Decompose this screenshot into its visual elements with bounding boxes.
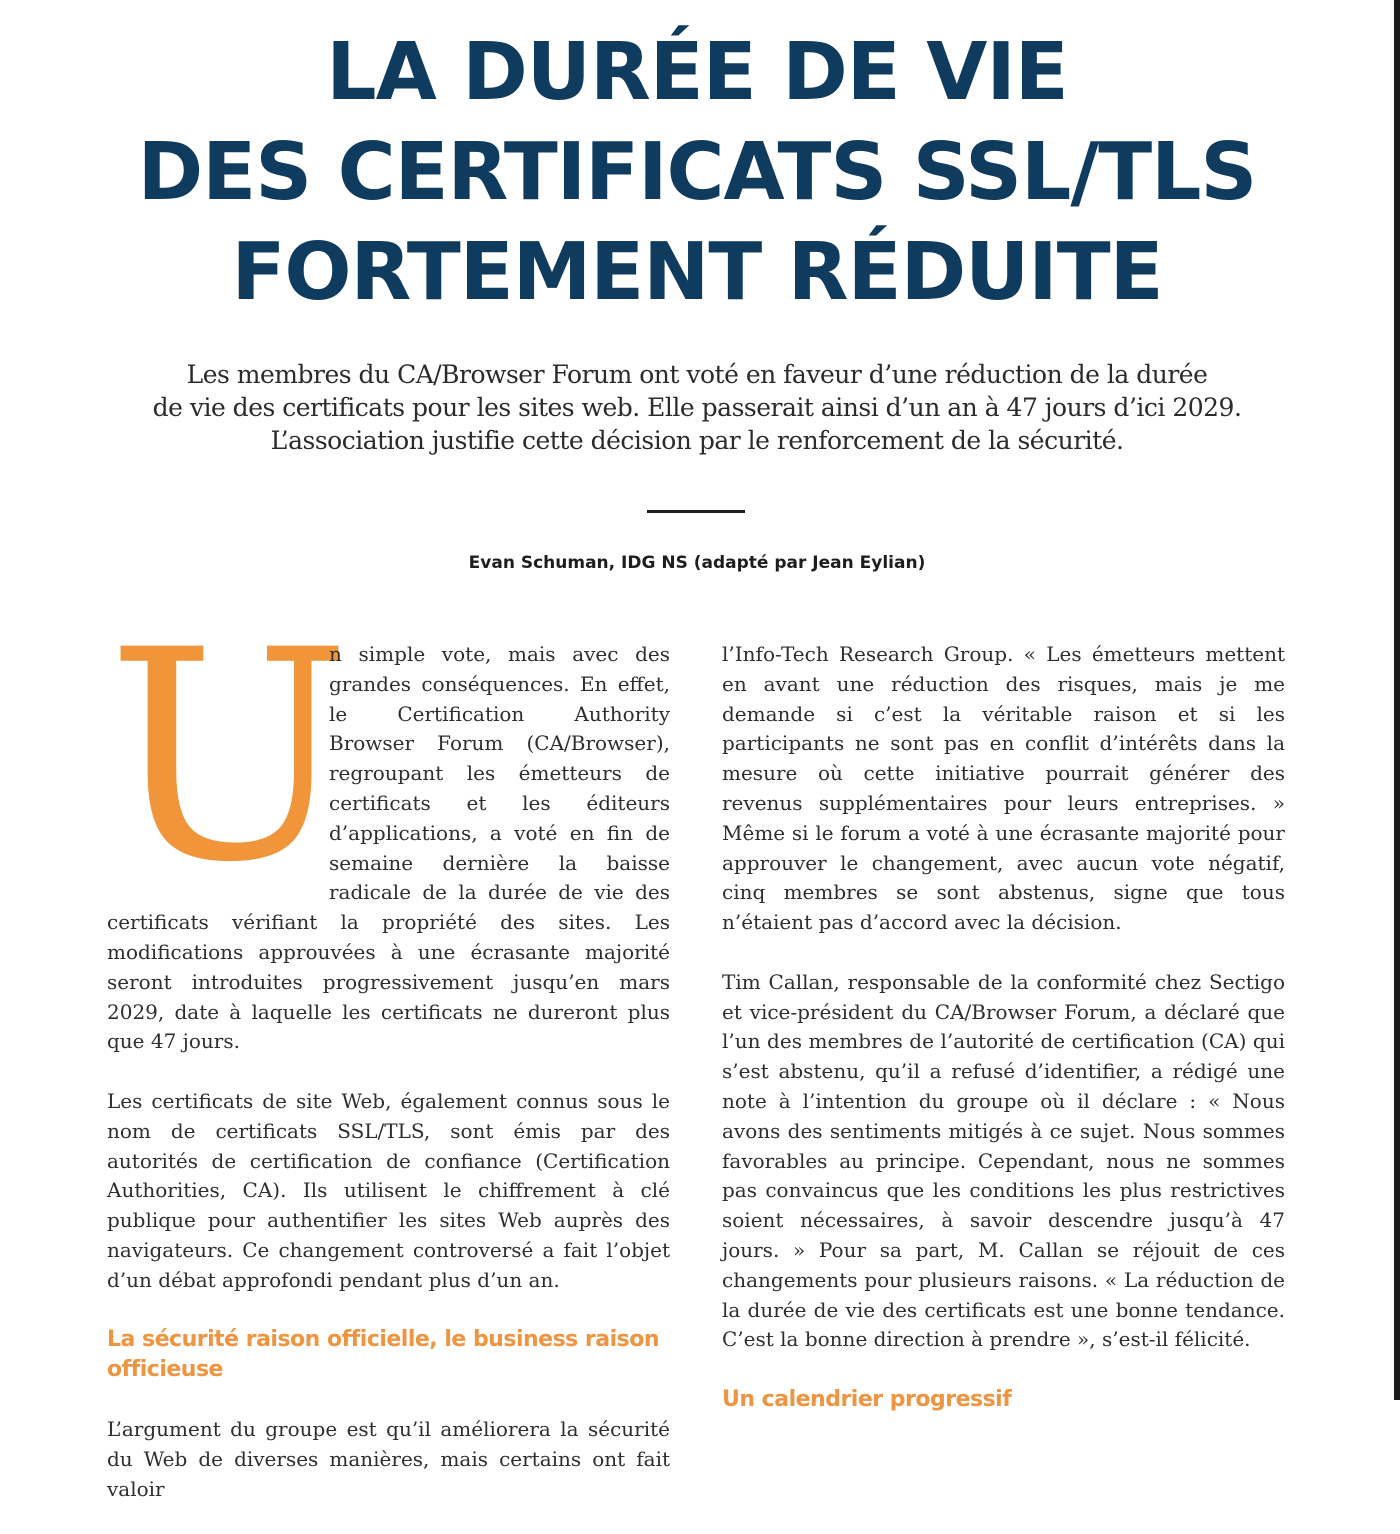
paragraph-certificates: Les certificats de site Web, également connus sous le nom de certificats SSL/TLS, sont émis par des autorités de certification de confiance (Certification Authorities, CA). Ils utilisent le chiffrement à clé publique pour authentifier les sites Web auprès des navigateurs. Ce changement controversé a fait l’objet d’un débat approfondi pendant plus d’un an. xyxy=(107,1088,670,1292)
byline: Evan Schuman, IDG NS (adapté par Jean Eylian) xyxy=(468,553,926,573)
paragraph-intro xyxy=(107,589,670,1057)
title-line-2: DES CERTIFICATS SSL/TLS xyxy=(137,126,1257,218)
left-column xyxy=(107,589,670,1534)
lede-line-2: de vie des certificats pour les sites web. Elle passerait ainsi d’un an à 47 jours d’ici 2029. xyxy=(152,393,1242,422)
subheading-security: La sécurité raison officielle, le business raison officieuse xyxy=(107,1327,660,1383)
title-line-1: LA DURÉE DE VIE xyxy=(326,26,1068,118)
article-lede xyxy=(0,358,1394,457)
title-line-3: FORTEMENT RÉDUITE xyxy=(231,226,1163,318)
paragraph-infotech: l’Info-Tech Research Group. « Les émetteurs mettent en avant une réduction des risques, mais je me demande si c’est la véritable raison et si les participants ne sont pas en conflit d’intérêts dans la mesure où cette initiative pourrait générer des revenus supplémentaires pour leurs entreprises. » Même si le forum a voté à une écrasante majorité pour approuver le changement, avec aucun vote négatif, cinq membres se sont abstenus, signe que tous n’étaient pas d’accord avec la décision. xyxy=(722,642,1285,935)
subheading-calendar: Un calendrier progressif xyxy=(722,1386,1012,1412)
lede-line-3: L’association justifie cette décision par le renforcement de la sécurité. xyxy=(270,426,1124,455)
drop-cap: U xyxy=(107,589,352,926)
separator-rule xyxy=(647,510,745,513)
paragraph-callan: Tim Callan, responsable de la conformité chez Sectigo et vice-président du CA/Browser Forum, a déclaré que l’un des membres de l’autorité de certification (CA) qui s’est abstenu, qu’il a refusé d’identifier, a rédigé une note à l’intention du groupe où il déclare : « Nous avons des sentiments mitigés à ce sujet. Nous sommes favorables au principe. Cependant, nous ne sommes pas convaincus que les conditions les plus restrictives soient nécessaires, à savoir descendre jusqu’à 47 jours. » Pour sa part, M. Callan se réjouit de ces changements pour plusieurs raisons. « La réduction de la durée de vie des certificats est une bonne tendance. C’est la bonne direction à prendre », s’est-il félicité. xyxy=(722,969,1285,1352)
article-title xyxy=(0,22,1394,322)
paragraph-argument: L’argument du groupe est qu’il améliorera la sécurité du Web de diverses manières, mais certains ont fait valoir xyxy=(107,1417,670,1501)
right-column xyxy=(722,640,1285,1445)
page-edge xyxy=(1394,0,1400,1400)
lede-line-1: Les membres du CA/Browser Forum ont voté en faveur d’une réduction de la durée xyxy=(186,360,1208,389)
paragraph-intro-text: n simple vote, mais avec des grandes conséquences. En effet, le Certification Authority Browser Forum (CA/Browser), regroupant les émetteurs de certificats et les éditeurs d’applications, a voté en fin de semaine dernière la baisse radicale de la durée de vie des certificats vérifiant la propriété des sites. Les modifications approuvées à une écrasante majorité seront introduites progressivement jusqu’en mars 2029, date à laquelle les certificats ne dureront plus que 47 jours. xyxy=(107,642,670,1054)
